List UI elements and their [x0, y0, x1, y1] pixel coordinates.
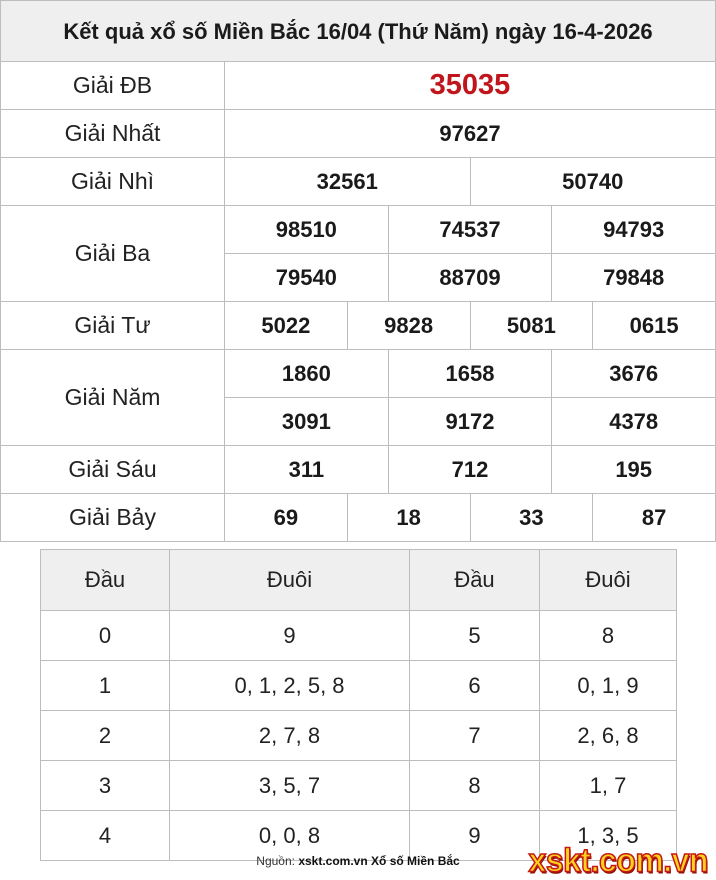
- prize-number: 9172: [388, 398, 552, 445]
- prize-number: 0615: [592, 302, 715, 349]
- prize-number: 311: [288, 456, 325, 482]
- prize-row-bay: [0, 494, 716, 542]
- prize-row-tu: [0, 302, 716, 350]
- prize-label: Giải Nhì: [1, 158, 225, 205]
- prize-number: 98510: [275, 216, 337, 242]
- special-prize-number: 35035: [429, 69, 511, 101]
- source-suffix: Xổ số Miền Bắc: [371, 854, 460, 868]
- loto-head-digit: 4: [41, 811, 170, 861]
- prize-number: 87: [592, 494, 715, 541]
- prize-label: Giải Năm: [1, 350, 225, 445]
- loto-tail-digits: 3, 5, 7: [170, 761, 410, 811]
- loto-head-digit: 9: [410, 811, 540, 861]
- prize-number: 18: [347, 494, 470, 541]
- loto-head-digit: 3: [41, 761, 170, 811]
- loto-tail-digits: 0, 1, 2, 5, 8: [170, 661, 410, 711]
- prize-number: 32561: [316, 168, 378, 194]
- column-header-dau: Đầu: [41, 550, 170, 611]
- prize-number: 94793: [551, 206, 715, 253]
- prize-number: 74537: [388, 206, 552, 253]
- prize-label: Giải Ba: [1, 206, 225, 301]
- prize-number: 1860: [281, 360, 331, 386]
- column-header-dau: Đầu: [410, 550, 540, 611]
- source-site-link[interactable]: xskt.com.vn: [298, 854, 368, 868]
- loto-table: [40, 549, 677, 861]
- loto-header-row: [41, 550, 677, 611]
- loto-head-digit: 0: [41, 611, 170, 661]
- prize-number: 97627: [439, 120, 501, 146]
- loto-tail-digits: 8: [540, 611, 677, 661]
- prize-number: 195: [551, 446, 715, 493]
- prize-number: 9828: [347, 302, 470, 349]
- prize-number: 5081: [470, 302, 593, 349]
- prize-row-db: [0, 62, 716, 110]
- loto-tail-digits: 2, 6, 8: [540, 711, 677, 761]
- loto-head-digit: 5: [410, 611, 540, 661]
- loto-tail-digits: 1, 3, 5: [540, 811, 677, 861]
- loto-tail-digits: 0, 1, 9: [540, 661, 677, 711]
- prize-number: 50740: [470, 158, 716, 205]
- loto-head-digit: 6: [410, 661, 540, 711]
- table-row: [41, 611, 677, 661]
- prize-number: 33: [470, 494, 593, 541]
- loto-head-digit: 2: [41, 711, 170, 761]
- prize-number: 69: [273, 504, 299, 530]
- table-row: [41, 711, 677, 761]
- loto-tail-digits: 1, 7: [540, 761, 677, 811]
- prize-number: 88709: [388, 254, 552, 301]
- loto-head-digit: 1: [41, 661, 170, 711]
- prize-label: Giải ĐB: [1, 62, 225, 109]
- prize-row-nam: [0, 350, 716, 446]
- page-title: Kết quả xổ số Miền Bắc 16/04 (Thứ Năm) ngày 16-4-2026: [0, 0, 716, 62]
- loto-head-digit: 7: [410, 711, 540, 761]
- prize-row-nhat: [0, 110, 716, 158]
- prize-label: Giải Nhất: [1, 110, 225, 157]
- prize-number: 79540: [275, 264, 337, 290]
- prize-number: 712: [388, 446, 552, 493]
- prize-row-sau: [0, 446, 716, 494]
- prize-row-ba: [0, 206, 716, 302]
- prize-number: 5022: [261, 312, 311, 338]
- table-row: [41, 661, 677, 711]
- column-header-duoi: Đuôi: [170, 550, 410, 611]
- site-logo: xskt.com.vn: [528, 841, 708, 879]
- prize-label: Giải Sáu: [1, 446, 225, 493]
- loto-head-digit: 8: [410, 761, 540, 811]
- prize-label: Giải Bảy: [1, 494, 225, 541]
- table-row: [41, 761, 677, 811]
- prize-label: Giải Tư: [1, 302, 225, 349]
- prize-number: 79848: [551, 254, 715, 301]
- loto-tail-digits: 2, 7, 8: [170, 711, 410, 761]
- prize-row-nhi: [0, 158, 716, 206]
- source-prefix: Nguồn:: [256, 854, 299, 868]
- column-header-duoi: Đuôi: [540, 550, 677, 611]
- prize-number: 4378: [551, 398, 715, 445]
- prize-number: 1658: [388, 350, 552, 397]
- loto-tail-digits: 0, 0, 8: [170, 811, 410, 861]
- prize-number: 3676: [551, 350, 715, 397]
- loto-tail-digits: 9: [170, 611, 410, 661]
- prize-number: 3091: [281, 408, 331, 434]
